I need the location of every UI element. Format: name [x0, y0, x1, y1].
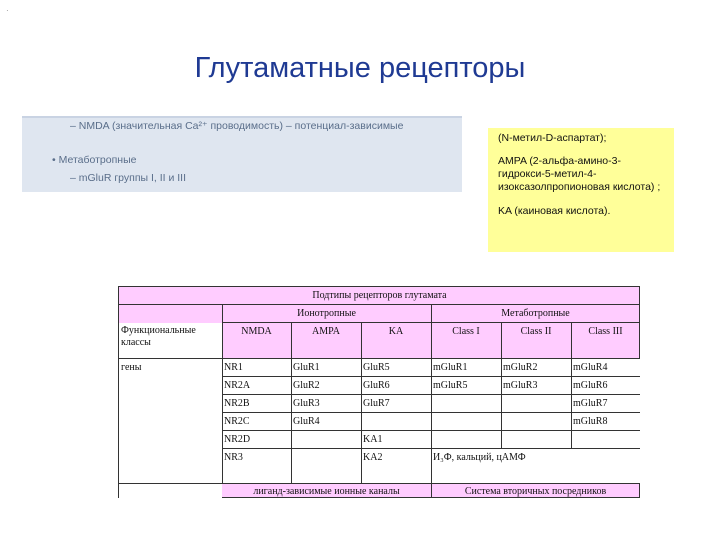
note-ampa: AMPA (2-альфа-амино-3-гидрокси-5-метил-4-изоксазолпропионовая кислота) ;	[498, 155, 661, 193]
rule	[501, 322, 502, 448]
gene-cell: mGluR3	[503, 380, 538, 391]
gene-cell: mGluR8	[573, 416, 608, 427]
note-nmda: (N-метил-D-аспартат);	[498, 132, 607, 144]
rule	[571, 322, 572, 448]
footer-ionotropic: лиганд-зависимые ионные каналы	[253, 486, 400, 497]
glutamate-receptor-table	[118, 286, 640, 498]
bullet-metabotropic: • Метаботропные	[52, 154, 137, 166]
gene-cell: NR2C	[224, 416, 250, 427]
rule	[361, 322, 362, 483]
gene-cell: mGluR6	[573, 380, 608, 391]
abbreviation-note	[488, 128, 674, 252]
footer-metabotropic: Система вторичных посредников	[464, 486, 607, 497]
bullet-mglur: – mGluR группы I, II и III	[70, 172, 187, 184]
gene-cell: GluR6	[363, 380, 390, 391]
gene-cell: mGluR1	[433, 362, 468, 373]
rule	[119, 483, 640, 484]
gene-cell: KA1	[363, 434, 383, 445]
genes-label: гены	[121, 362, 142, 373]
gene-cell: NR2B	[224, 398, 250, 409]
bullet-list	[22, 116, 462, 192]
rule	[119, 358, 640, 359]
gene-cell: GluR7	[363, 398, 390, 409]
class-i: Class I	[452, 326, 480, 337]
slide-title: Глутаматные рецепторы	[194, 52, 526, 84]
corner-mark: ·	[6, 6, 9, 15]
class-ampa: AMPA	[312, 326, 340, 337]
gene-cell: mGluR5	[433, 380, 468, 391]
gene-cell: GluR2	[293, 380, 320, 391]
ionotropic-header: Ионотропные	[297, 308, 356, 319]
gene-cell: GluR5	[363, 362, 390, 373]
metabotropic-header: Метаботропные	[501, 308, 570, 319]
gene-cell: GluR1	[293, 362, 320, 373]
table-title: Подтипы рецепторов глутамата	[312, 290, 447, 301]
class-nmda: NMDA	[241, 326, 272, 337]
class-iii: Class III	[588, 326, 623, 337]
label-column-bg	[119, 323, 222, 498]
rule	[119, 304, 640, 305]
gene-cell: mGluR2	[503, 362, 538, 373]
note-ka: KA (каиновая кислота).	[498, 205, 611, 217]
gene-cell: mGluR4	[573, 362, 608, 373]
class-ii: Class II	[520, 326, 552, 337]
second-messengers: И₃Ф, кальций, цАМФ	[433, 452, 526, 463]
gene-cell: NR2A	[224, 380, 251, 391]
gene-cell: GluR4	[293, 416, 320, 427]
functional-classes-label: Функциональные классы	[121, 325, 196, 348]
gene-cell: KA2	[363, 452, 383, 463]
bullet-nmda: – NMDA (значительная Ca²⁺ проводимость) – потенциал-зависимые	[70, 120, 404, 132]
gene-cell: GluR3	[293, 398, 320, 409]
gene-cell: NR2D	[224, 434, 251, 445]
gene-cell: NR1	[224, 362, 243, 373]
gene-cell: mGluR7	[573, 398, 608, 409]
gene-cell: NR3	[224, 452, 243, 463]
rule	[291, 322, 292, 483]
class-ka: KA	[388, 326, 404, 337]
